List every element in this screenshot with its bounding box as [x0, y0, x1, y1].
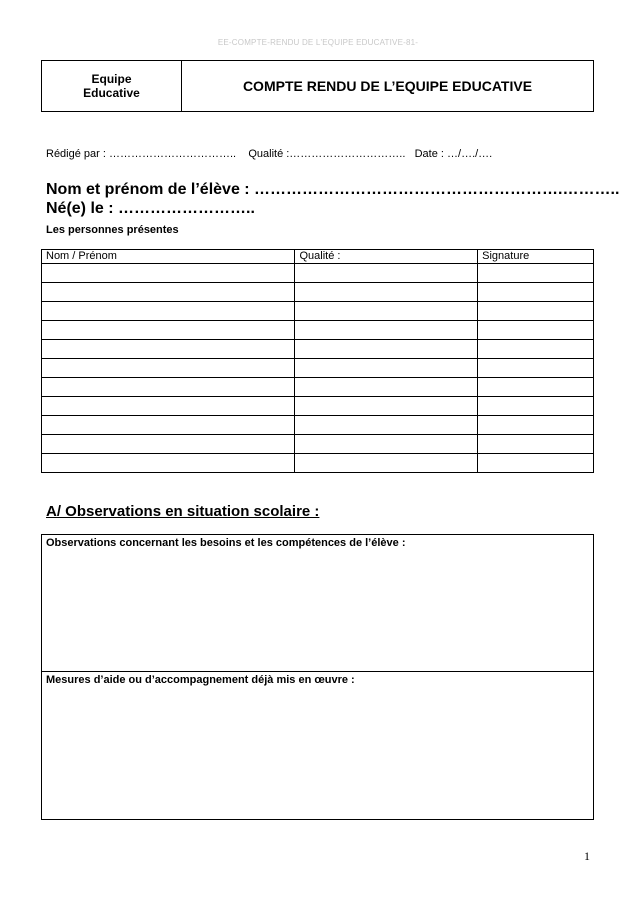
- cell-signature[interactable]: [478, 264, 594, 283]
- cell-name[interactable]: [42, 416, 295, 435]
- cell-qualite[interactable]: [295, 264, 478, 283]
- cell-signature[interactable]: [478, 340, 594, 359]
- table-row: [42, 321, 594, 340]
- cell-signature[interactable]: [478, 283, 594, 302]
- table-row: [42, 454, 594, 473]
- section-a-title: A/ Observations en situation scolaire :: [46, 503, 320, 520]
- table-row: [42, 416, 594, 435]
- column-header-signature: Signature: [478, 250, 594, 264]
- header-left: [42, 61, 182, 111]
- persons-label: Les personnes présentes: [46, 224, 179, 236]
- cell-name[interactable]: [42, 378, 295, 397]
- cell-signature[interactable]: [478, 397, 594, 416]
- student-birth-line[interactable]: Né(e) le : ……………………..: [46, 200, 255, 217]
- student-block: [46, 180, 619, 218]
- table-row: [42, 359, 594, 378]
- cell-qualite[interactable]: [295, 416, 478, 435]
- observations-box: [41, 534, 594, 820]
- cell-qualite[interactable]: [295, 359, 478, 378]
- table-row: [42, 378, 594, 397]
- header-left-line1: Equipe: [91, 72, 132, 86]
- cell-name[interactable]: [42, 302, 295, 321]
- document-title: COMPTE RENDU DE L’EQUIPE EDUCATIVE: [242, 78, 533, 94]
- page-number: 1: [584, 849, 590, 863]
- cell-name[interactable]: [42, 435, 295, 454]
- cell-qualite[interactable]: [295, 340, 478, 359]
- cell-qualite[interactable]: [295, 283, 478, 302]
- header-left-line2: Educative: [83, 86, 140, 100]
- cell-qualite[interactable]: [295, 435, 478, 454]
- table-row: [42, 302, 594, 321]
- cell-name[interactable]: [42, 359, 295, 378]
- table-row: [42, 264, 594, 283]
- cell-name[interactable]: [42, 454, 295, 473]
- table-row: [42, 283, 594, 302]
- persons-table: [41, 249, 594, 473]
- qualite-field[interactable]: Qualité :…………………………..: [248, 148, 406, 160]
- cell-qualite[interactable]: [295, 397, 478, 416]
- student-name-line[interactable]: Nom et prénom de l’élève : ………………………………………………….………..: [46, 181, 620, 198]
- column-header-qualite: Qualité :: [295, 250, 478, 264]
- header-box: [41, 60, 594, 112]
- cell-signature[interactable]: [478, 302, 594, 321]
- cell-signature[interactable]: [478, 378, 594, 397]
- cell-signature[interactable]: [478, 359, 594, 378]
- cell-qualite[interactable]: [295, 302, 478, 321]
- table-row: [42, 340, 594, 359]
- cell-name[interactable]: [42, 397, 295, 416]
- table-row: [42, 435, 594, 454]
- observations-needs-label: Observations concernant les besoins et les compétences de l’élève :: [46, 537, 406, 549]
- cell-name[interactable]: [42, 264, 295, 283]
- cell-qualite[interactable]: [295, 454, 478, 473]
- redige-field[interactable]: Rédigé par : ……………………………..: [46, 148, 237, 160]
- cell-signature[interactable]: [478, 321, 594, 340]
- observations-measures-label: Mesures d’aide ou d’accompagnement déjà mis en œuvre :: [46, 674, 355, 686]
- cell-signature[interactable]: [478, 416, 594, 435]
- cell-qualite[interactable]: [295, 378, 478, 397]
- cell-name[interactable]: [42, 283, 295, 302]
- table-row: [42, 397, 594, 416]
- cell-name[interactable]: [42, 321, 295, 340]
- cell-signature[interactable]: [478, 435, 594, 454]
- cell-name[interactable]: [42, 340, 295, 359]
- cell-signature[interactable]: [478, 454, 594, 473]
- cell-qualite[interactable]: [295, 321, 478, 340]
- table-header-row: [42, 250, 594, 264]
- date-field[interactable]: Date : …/…./….: [414, 148, 493, 160]
- column-header-name: Nom / Prénom: [42, 250, 295, 264]
- author-line: [46, 148, 492, 160]
- watermark: EE-COMPTE-RENDU DE L'EQUIPE EDUCATIVE-81-: [217, 38, 419, 47]
